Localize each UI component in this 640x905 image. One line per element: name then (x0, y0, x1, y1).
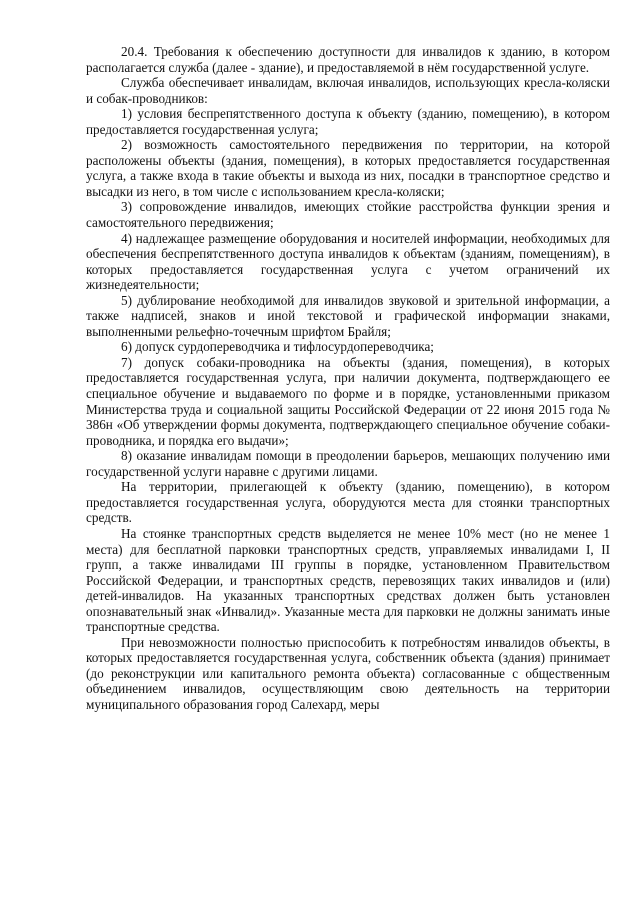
section-heading-paragraph: 20.4. Требования к обеспечению доступности для инвалидов к зданию, в котором располагается служба (далее - здание), и предоставляемой в нём государственной услуге. (86, 44, 610, 75)
intro-paragraph: Служба обеспечивает инвалидам, включая инвалидов, использующих кресла-коляски и собак-проводников: (86, 75, 610, 106)
parking-spaces-paragraph: На стоянке транспортных средств выделяется не менее 10% мест (но не менее 1 места) для бесплатной парковки транспортных средств, управляемых инвалидами I, II групп, а также инвалидами III группы в порядке, установленном Правительством Российской Федерации, и транспортных средств, перевозящих таких инвалидов и (или) детей-инвалидов. На указанных транспортных средствах должен быть установлен опознавательный знак «Инвалид». Указанные места для парковки не должны занимать иные транспортные средства. (86, 525, 610, 635)
list-item-8: 8) оказание инвалидам помощи в преодолении барьеров, мешающих получению ими государственной услуги наравне с другими лицами. (86, 448, 610, 479)
list-item-5: 5) дублирование необходимой для инвалидов звуковой и зрительной информации, а также надписей, знаков и иной текстовой и графической информации знаками, выполненными рельефно-точечным шрифтом Брайля; (86, 292, 610, 339)
list-item-1: 1) условия беспрепятственного доступа к объекту (зданию, помещению), в котором предоставляется государственная услуга; (86, 106, 610, 137)
document-page (86, 44, 610, 713)
list-item-6: 6) допуск сурдопереводчика и тифлосурдопереводчика; (121, 339, 434, 355)
list-item-7: 7) допуск собаки-проводника на объекты (здания, помещения), в которых предоставляется государственная услуга, при наличии документа, подтверждающего ее специальное обучение и выдаваемого по форме и в порядке, установленными приказом Министерства труда и социальной защиты Российской Федерации от 22 июня 2015 года № 386н «Об утверждении формы документа, подтверждающего специальное обучение собаки-проводника, и порядка его выдачи»; (86, 354, 610, 448)
parking-area-paragraph: На территории, прилегающей к объекту (зданию, помещению), в котором предоставляется государственная услуга, оборудуются места для стоянки транспортных средств. (86, 479, 610, 526)
list-item-3: 3) сопровождение инвалидов, имеющих стойкие расстройства функции зрения и самостоятельного передвижения; (86, 199, 610, 231)
adaptation-measures-paragraph: При невозможности полностью приспособить к потребностям инвалидов объекты, в которых предоставляется государственная услуга, собственник объекта (здания) принимает (до реконструкции или капитального ремонта объекта) согласованные с общественным объединением инвалидов, осуществляющим свою деятельность на территории муниципального образования город Салехард, меры (86, 634, 610, 712)
list-item-4: 4) надлежащее размещение оборудования и носителей информации, необходимых для обеспечения беспрепятственного доступа инвалидов к объектам (зданиям, помещениям), в которых предоставляется государственная услуга с учетом ограничений их жизнедеятельности; (86, 230, 610, 293)
list-item-2: 2) возможность самостоятельного передвижения по территории, на которой расположены объекты (здания, помещения), в которых предоставляется государственная услуга, а также входа в такие объекты и выхода из них, посадки в транспортное средство и высадки из него, в том числе с использованием кресла-коляски; (86, 137, 610, 199)
